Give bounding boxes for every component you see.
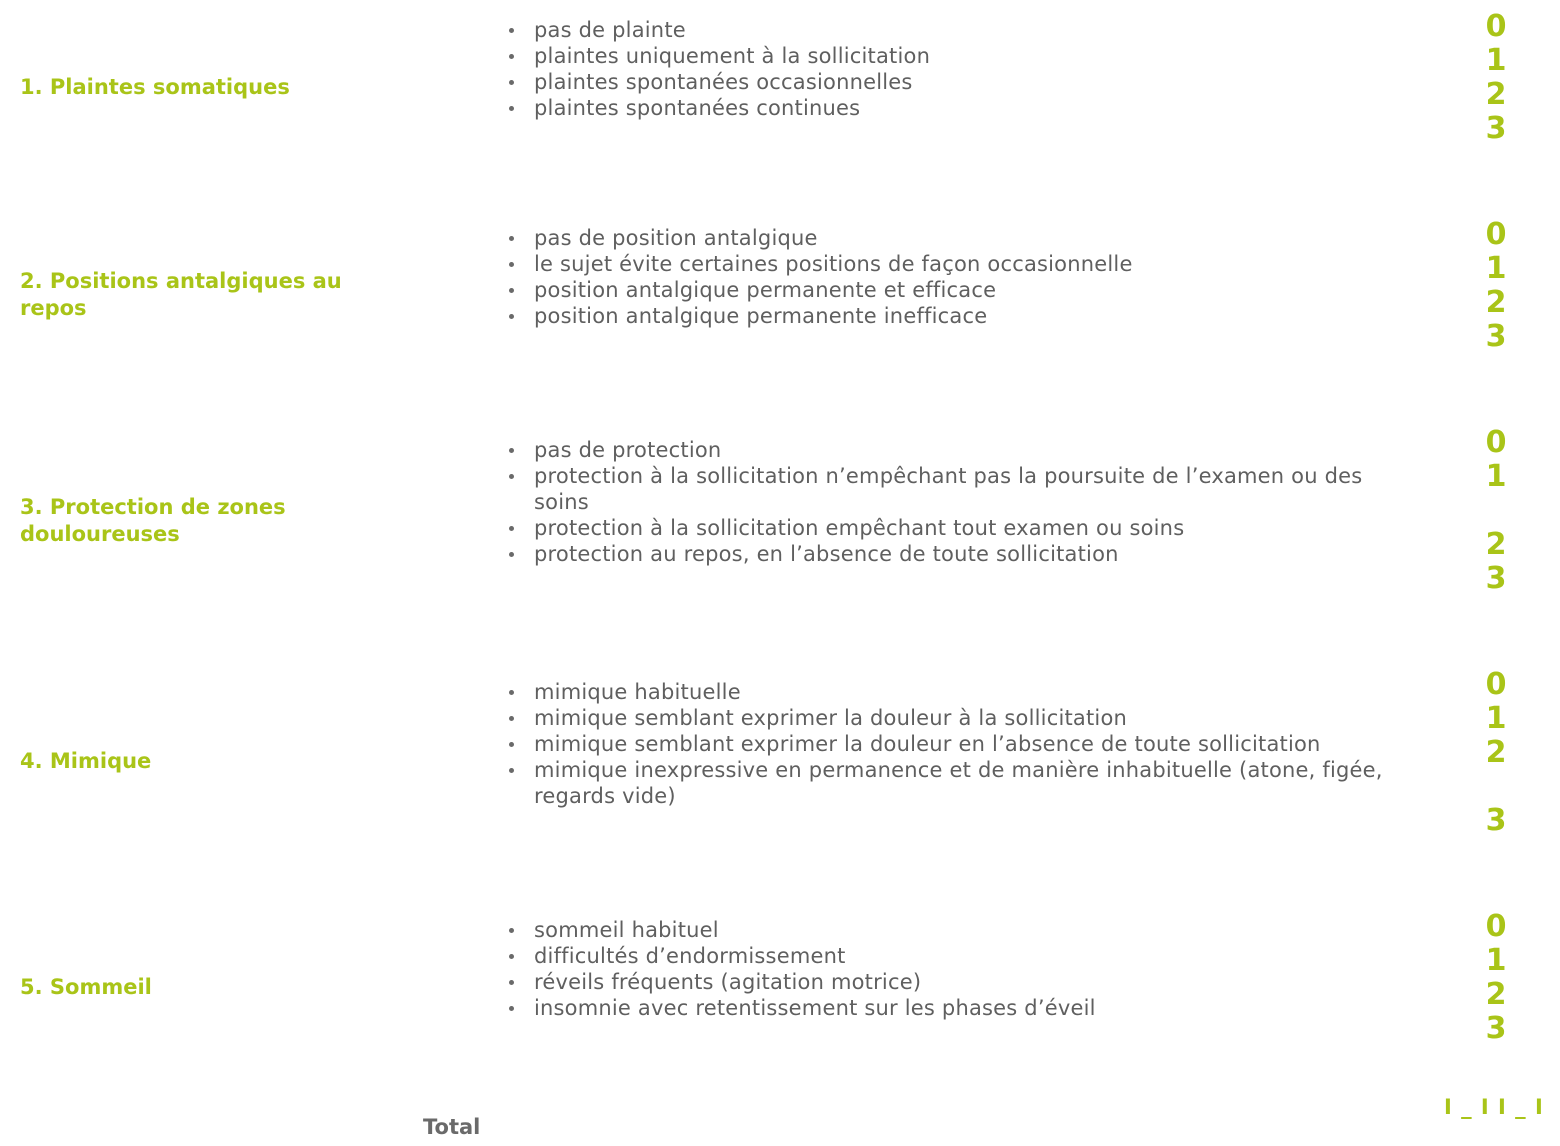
score-value: 2 xyxy=(1485,527,1507,562)
list-item: position antalgique permanente inefficace xyxy=(498,303,1398,329)
criterion-title: 1. Plaintes somatiques xyxy=(20,75,290,99)
score-value: 2 xyxy=(1485,977,1507,1012)
criterion-title: 4. Mimique xyxy=(20,749,152,773)
list-item: plaintes uniquement à la sollicitation xyxy=(498,43,1398,69)
criterion-title: 2. Positions antalgiques au repos xyxy=(20,269,342,320)
score-value: 2 xyxy=(1485,77,1507,112)
list-item: difficultés d’endormissement xyxy=(498,943,1398,969)
list-item: plaintes spontanées occasionnelles xyxy=(498,69,1398,95)
list-item: le sujet évite certaines positions de façon occasionnelle xyxy=(498,251,1398,277)
score-value: 3 xyxy=(1485,803,1507,838)
criterion-items xyxy=(498,679,1398,809)
list-item: mimique inexpressive en permanence et de manière inhabituelle (atone, figée, regards vide) xyxy=(498,757,1398,809)
criterion-items xyxy=(498,437,1398,567)
score-value: 1 xyxy=(1485,701,1507,736)
list-item: mimique semblant exprimer la douleur à la sollicitation xyxy=(498,705,1398,731)
score-value: 1 xyxy=(1485,943,1507,978)
score-value: 3 xyxy=(1485,1011,1507,1046)
score-value: 3 xyxy=(1485,561,1507,596)
list-item: insomnie avec retentissement sur les phases d’éveil xyxy=(498,995,1398,1021)
list-item: protection à la sollicitation n’empêchant pas la poursuite de l’examen ou des soins xyxy=(498,463,1398,515)
score-value: 1 xyxy=(1485,251,1507,286)
list-item: pas de plainte xyxy=(498,17,1398,43)
criterion-title: 3. Protection de zones douloureuses xyxy=(20,495,286,546)
criterion-title: 5. Sommeil xyxy=(20,975,152,999)
score-value: 1 xyxy=(1485,43,1507,78)
list-item: mimique habituelle xyxy=(498,679,1398,705)
score-value: 2 xyxy=(1485,285,1507,320)
list-item: mimique semblant exprimer la douleur en l’absence de toute sollicitation xyxy=(498,731,1398,757)
list-item: pas de protection xyxy=(498,437,1398,463)
score-value: 0 xyxy=(1485,667,1507,702)
score-value: 2 xyxy=(1485,735,1507,770)
list-item: position antalgique permanente et efficace xyxy=(498,277,1398,303)
list-item: pas de position antalgique xyxy=(498,225,1398,251)
list-item: plaintes spontanées continues xyxy=(498,95,1398,121)
score-value: 0 xyxy=(1485,9,1507,44)
score-value: 1 xyxy=(1485,459,1507,494)
criterion-items xyxy=(498,17,1398,121)
score-value: 3 xyxy=(1485,319,1507,354)
score-value: 0 xyxy=(1485,425,1507,460)
list-item: sommeil habituel xyxy=(498,917,1398,943)
score-value: 3 xyxy=(1485,111,1507,146)
criterion-items xyxy=(498,917,1398,1021)
total-score-box: I _ I I _ I xyxy=(1444,1095,1543,1119)
criterion-items xyxy=(498,225,1398,329)
total-label: Total xyxy=(423,1115,481,1139)
score-value: 0 xyxy=(1485,217,1507,252)
list-item: protection à la sollicitation empêchant tout examen ou soins xyxy=(498,515,1398,541)
score-value: 0 xyxy=(1485,909,1507,944)
list-item: protection au repos, en l’absence de toute sollicitation xyxy=(498,541,1398,567)
list-item: réveils fréquents (agitation motrice) xyxy=(498,969,1398,995)
